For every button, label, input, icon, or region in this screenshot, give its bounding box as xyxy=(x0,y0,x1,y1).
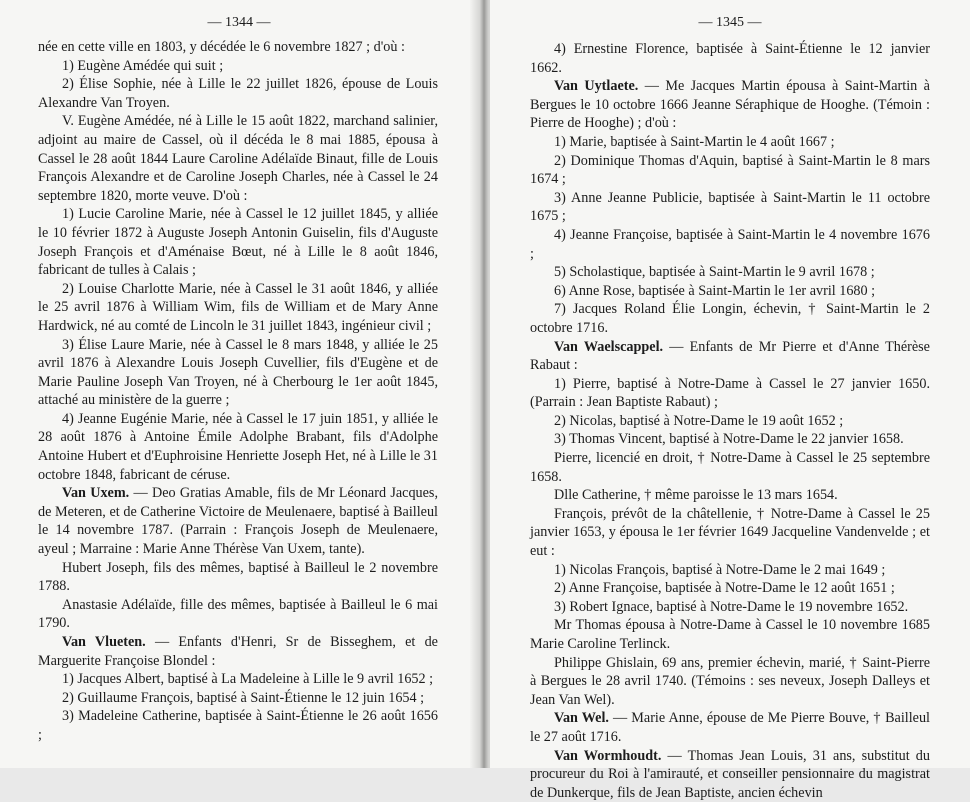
list-item: 2) Guillaume François, baptisé à Saint-Étienne le 12 juin 1654 ; xyxy=(62,689,425,706)
paragraph: V. Eugène Amédée, né à Lille le 15 août 1822, marchand salinier, adjoint au maire de Cassel, où il décéda le 8 mai 1885, épousa à Cassel le 28 août 1844 Laure Caroline Adélaïde Binaut, fille de Louis François Alexandre et de Caroline Joseph Charles, née à Cassel le 24 septembre 1820, morte veuve. D'où : xyxy=(38,113,438,204)
family-heading: Van Vlueten. xyxy=(62,634,146,650)
list-item: 1) Lucie Caroline Marie, née à Cassel le 12 juillet 1845, y alliée le 10 février 1872 à Auguste Joseph Antonin Guiselin, fils d'Auguste Joseph François et d'Aménaise Bœut, né à Lille le 8 août 1846, fabricant de tulles à Calais ; xyxy=(38,206,438,279)
entry-paragraph: Van Uytlaete. — Me Jacques Martin épousa à Saint-Martin à Bergues le 10 octobre 1666 Jeanne Séraphique de Hooghe. (Témoin : Pierre de Hooghe) ; d'où : xyxy=(530,78,930,132)
entry-paragraph: Van Waelscappel. — Enfants de Mr Pierre et d'Anne Thérèse Rabaut : xyxy=(530,338,930,374)
list-item: 1) Jacques Albert, baptisé à La Madeleine à Lille le 9 avril 1652 ; xyxy=(62,671,434,688)
list-item: 1) Pierre, baptisé à Notre-Dame à Cassel le 27 janvier 1650. (Parrain : Jean Baptiste Rabaut) ; xyxy=(530,375,930,411)
list-item: 2) Louise Charlotte Marie, née à Cassel le 31 août 1846, y alliée le 25 avril 1876 à William Wim, fils de William et de Mary Anne Hardwick, né au comté de Lincoln le 31 juillet 1843, ingénieur civil ; xyxy=(38,280,438,334)
list-item: 4) Ernestine Florence, baptisée à Saint-Étienne le 12 janvier 1662. xyxy=(530,41,930,76)
family-heading: Van Wormhoudt. xyxy=(554,747,662,764)
list-item: 2) Dominique Thomas d'Aquin, baptisé à Saint-Martin le 8 mars 1674 ; xyxy=(530,152,930,188)
list-item: 1) Marie, baptisée à Saint-Martin le 4 août 1667 ; xyxy=(554,133,835,150)
entry-paragraph: Van Uxem. — Deo Gratias Amable, fils de Mr Léonard Jacques, de Meteren, et de Catherine Victoire de Meulenaere, baptisé à Bailleul le 14 novembre 1787. (Parrain : François Joseph de Meulenaere, ayeul ; Marraine : Marie Anne Thérèse Van Uxem, tante). xyxy=(38,485,438,558)
list-item: 3) Thomas Vincent, baptisé à Notre-Dame le 22 janvier 1658. xyxy=(554,431,904,448)
paragraph: François, prévôt de la châtellenie, † Notre-Dame à Cassel le 25 janvier 1653, y épousa le 1er février 1649 Jacqueline Vandenvelde ; et eut : xyxy=(530,505,930,560)
family-heading: Van Wel. xyxy=(554,710,609,727)
paragraph: Anastasie Adélaïde, fille des mêmes, baptisée à Bailleul le 6 mai 1790. xyxy=(38,596,438,632)
entry-paragraph: Van Vlueten. — Enfants d'Henri, Sr de Bisseghem, et de Marguerite Françoise Blondel : xyxy=(38,634,438,669)
left-page-text xyxy=(38,38,438,745)
list-item: 2) Nicolas, baptisé à Notre-Dame le 19 août 1652 ; xyxy=(554,412,844,429)
list-item: 4) Jeanne Eugénie Marie, née à Cassel le 17 juin 1851, y alliée le 28 août 1876 à Antoine Émile Adolphe Brabant, fils d'Adolphe Antoine Hubert et d'Euphroisine Henriette Joseph Het, né à Lille le 31 octobre 1848, fabricant de céruse. xyxy=(38,410,438,483)
entry-paragraph: Van Wel. — Marie Anne, épouse de Me Pierre Bouve, † Bailleul le 27 août 1716. xyxy=(530,710,930,745)
right-page xyxy=(490,0,970,801)
list-item: 2) Élise Sophie, née à Lille le 22 juillet 1826, épouse de Louis Alexandre Van Troyen. xyxy=(38,76,438,111)
list-item: 3) Élise Laure Marie, née à Cassel le 8 mars 1848, y alliée le 25 avril 1876 à Alexandre Louis Joseph Cuvellier, fils d'Eugène et de Marie Pauline Joseph Van Troyen, né à Cherbourg le 1er août 1845, attaché au ministère de la guerre ; xyxy=(38,336,438,409)
family-heading: Van Waelscappel. xyxy=(554,338,664,355)
family-heading: Van Uytlaete. xyxy=(554,78,639,95)
paragraph: Hubert Joseph, fils des mêmes, baptisé à Bailleul le 2 novembre 1788. xyxy=(38,559,438,595)
list-item: 1) Nicolas François, baptisé à Notre-Dame le 2 mai 1649 ; xyxy=(554,561,886,578)
list-item: 1) Eugène Amédée qui suit ; xyxy=(62,57,224,74)
right-page-text xyxy=(530,40,930,802)
list-item: 6) Anne Rose, baptisée à Saint-Martin le 1er avril 1680 ; xyxy=(554,282,876,299)
list-item: 2) Anne Françoise, baptisée à Notre-Dame le 12 août 1651 ; xyxy=(554,580,895,597)
paragraph: née en cette ville en 1803, y décédée le 6 novembre 1827 ; d'où : xyxy=(38,39,405,55)
page-number-right: — 1345 — xyxy=(698,15,762,30)
entry-paragraph: Van Wormhoudt. — Thomas Jean Louis, 31 ans, substitut du procureur du Roi à l'amirauté, et conseiller pensionnaire du magistrat de Dunkerque, fils de Jean Baptiste, ancien échevin xyxy=(530,747,930,801)
list-item: 5) Scholastique, baptisée à Saint-Martin le 9 avril 1678 ; xyxy=(554,264,875,281)
paragraph: Philippe Ghislain, 69 ans, premier échevin, marié, † Saint-Pierre à Bergues le 28 avril 1740. (Témoins : ses neveux, Joseph Dalleys et Jean Van Wel). xyxy=(530,654,930,708)
list-item: 3) Madeleine Catherine, baptisée à Saint-Étienne le 26 août 1656 ; xyxy=(38,708,438,743)
list-item: 4) Jeanne Françoise, baptisée à Saint-Martin le 4 novembre 1676 ; xyxy=(530,226,930,262)
list-item: 3) Anne Jeanne Publicie, baptisée à Saint-Martin le 11 octobre 1675 ; xyxy=(530,189,930,225)
left-page xyxy=(0,0,478,768)
paragraph: Dlle Catherine, † même paroisse le 13 mars 1654. xyxy=(554,487,838,504)
paragraph: Pierre, licencié en droit, † Notre-Dame à Cassel le 25 septembre 1658. xyxy=(530,450,930,485)
family-heading: Van Uxem. xyxy=(62,485,130,502)
list-item: 7) Jacques Roland Élie Longin, échevin, † Saint-Martin le 2 octobre 1716. xyxy=(530,301,930,336)
list-item: 3) Robert Ignace, baptisé à Notre-Dame le 19 novembre 1652. xyxy=(554,598,909,615)
page-number-left: — 1344 — xyxy=(207,15,271,30)
paragraph: Mr Thomas épousa à Notre-Dame à Cassel le 10 novembre 1685 Marie Caroline Terlinck. xyxy=(530,617,930,652)
